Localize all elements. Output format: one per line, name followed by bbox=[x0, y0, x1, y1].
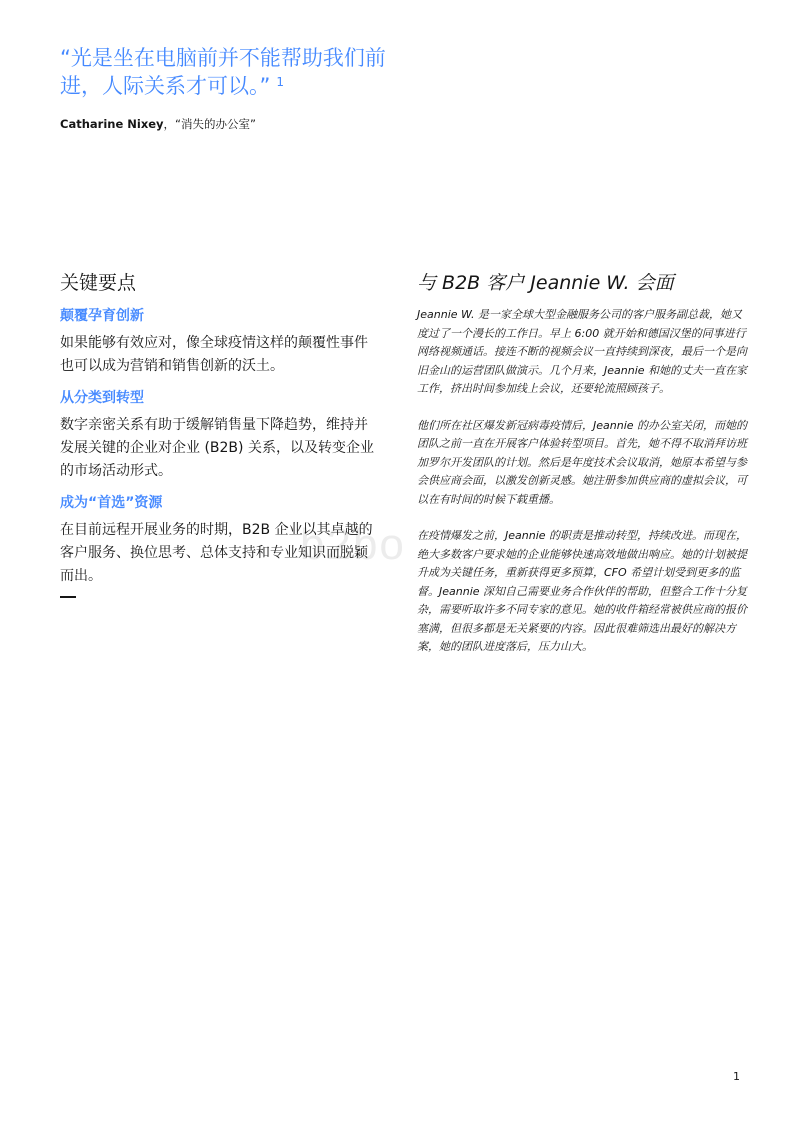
watermark: b2bo bbox=[300, 520, 406, 569]
page-number: 1 bbox=[733, 1070, 740, 1083]
key-point-body: 如果能够有效应对，像全球疫情这样的颠覆性事件也可以成为营销和销售创新的沃土。 bbox=[60, 335, 368, 374]
key-point bbox=[60, 493, 380, 588]
pull-quote bbox=[60, 44, 420, 100]
key-point-heading: 成为“首选”资源 bbox=[60, 495, 163, 511]
story-paragraph: 他们所在社区爆发新冠病毒疫情后，Jeannie 的办公室关闭，而她的团队之前一直在开展客户体验转型项目。首先，她不得不取消拜访班加罗尔开发团队的计划。然后是年度技术会议取消，她原本希望与参会供应商会面，以激发创新灵感。她注册参加供应商的虚拟会议，可以在有时间的时候下载重播。 bbox=[417, 418, 748, 506]
key-point-heading: 颠覆孕育创新 bbox=[60, 308, 144, 324]
story-paragraph: 在疫情爆发之前，Jeannie 的职责是推动转型，持续改进。而现在，绝大多数客户要求她的企业能够快速高效地做出响应。她的计划被提升成为关键任务，重新获得更多预算，CFO 希望计划受到更多的监督。Jeannie 深知自己需要业务合作伙伴的帮助，但整合工作十分复杂，需要听取许多不同专家的意见。她的收件箱经常被供应商的报价塞满，但很多都是无关紧要的内容。因此很难筛选出最好的解决方案，她的团队进度落后，压力山大。 bbox=[417, 529, 748, 653]
story-column bbox=[417, 270, 747, 675]
pull-quote-text: “光是坐在电脑前并不能帮助我们前进，人际关系才可以。” bbox=[60, 46, 386, 98]
key-point-body: 数字亲密关系有助于缓解销售量下降趋势，维持并发展关键的企业对企业 (B2B) 关系，以及转变企业的市场活动形式。 bbox=[60, 417, 374, 479]
key-point-body: 在目前远程开展业务的时期，B2B 企业以其卓越的客户服务、换位思考、总体支持和专业知识而脱颖而出。 bbox=[60, 522, 373, 584]
key-point bbox=[60, 306, 380, 378]
key-point-heading: 从分类到转型 bbox=[60, 390, 144, 406]
quote-source: “消失的办公室” bbox=[175, 117, 256, 131]
key-point bbox=[60, 388, 380, 483]
attribution-separator: ， bbox=[163, 117, 176, 131]
key-points-column bbox=[60, 270, 380, 598]
section-end-divider bbox=[60, 596, 76, 598]
story-title: 与 B2B 客户 Jeannie W. 会面 bbox=[417, 272, 674, 294]
quote-author: Catharine Nixey bbox=[60, 117, 164, 131]
quote-attribution bbox=[60, 116, 256, 132]
key-points-title: 关键要点 bbox=[60, 272, 137, 294]
footnote-ref[interactable]: 1 bbox=[276, 75, 285, 89]
story-paragraph: Jeannie W. 是一家全球大型金融服务公司的客户服务副总裁，她又度过了一个漫长的工作日。早上 6:00 就开始和德国汉堡的同事进行网络视频通话。接连不断的视频会议一直持续到深夜，最后一个是向旧金山的运营团队做演示。几个月来，Jeannie 和她的丈夫一直在家工作，挤出时间参加线上会议，还要轮流照顾孩子。 bbox=[417, 308, 748, 395]
